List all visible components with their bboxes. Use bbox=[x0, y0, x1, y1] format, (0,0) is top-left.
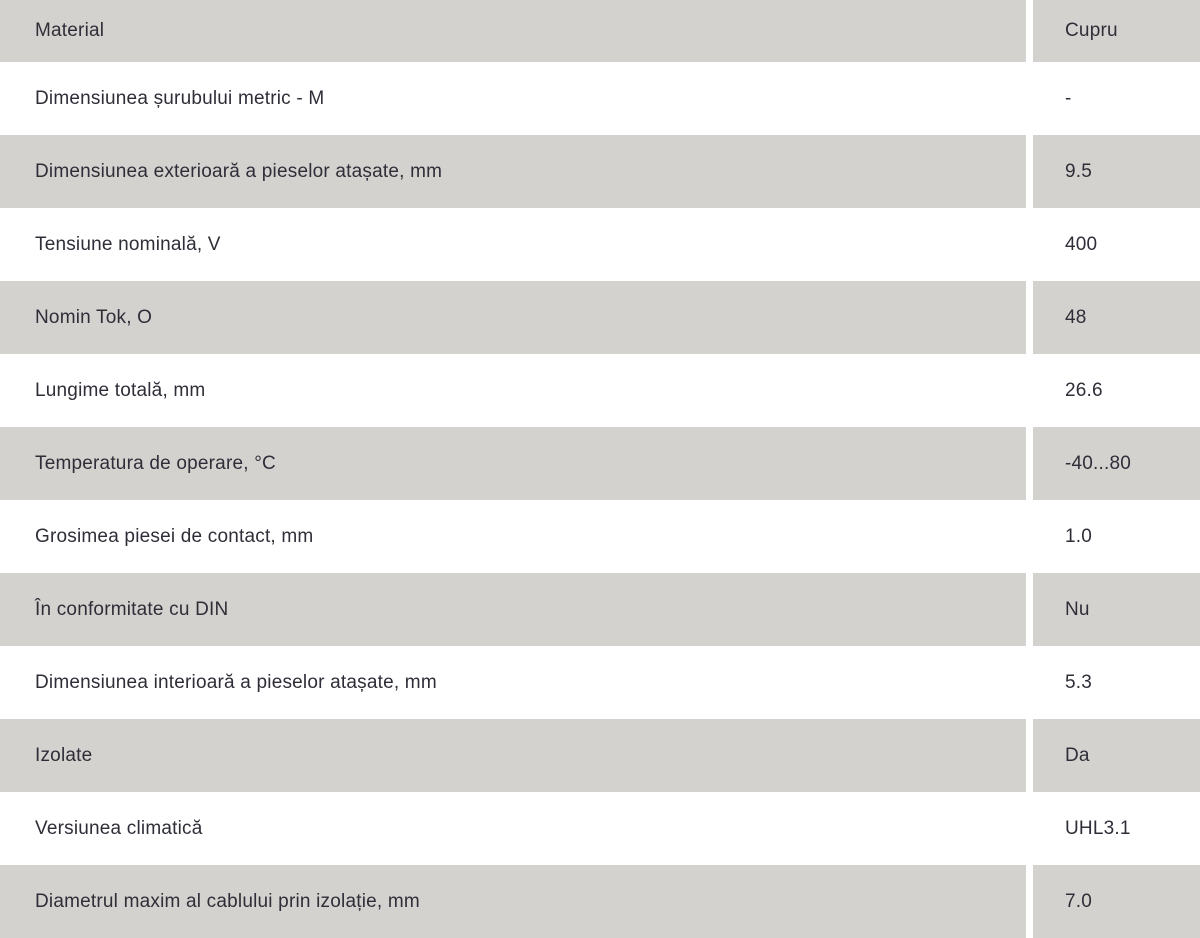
column-divider bbox=[1026, 281, 1033, 354]
column-divider bbox=[1026, 865, 1033, 938]
column-divider bbox=[1026, 208, 1033, 281]
spec-label: Lungime totală, mm bbox=[35, 379, 206, 401]
column-divider bbox=[1026, 646, 1033, 719]
spec-value: Da bbox=[1033, 719, 1200, 792]
spec-value: 1.0 bbox=[1065, 525, 1093, 547]
spec-label: Izolate bbox=[0, 719, 1026, 792]
spec-value: 5.3 bbox=[1065, 671, 1093, 693]
table-row bbox=[0, 135, 1200, 208]
column-divider bbox=[1026, 135, 1033, 208]
spec-value: 400 bbox=[1065, 233, 1098, 255]
spec-label: Tensiune nominală, V bbox=[35, 233, 221, 255]
column-divider bbox=[1026, 792, 1033, 865]
spec-label: Versiunea climatică bbox=[35, 817, 203, 839]
spec-value: - bbox=[1065, 87, 1072, 109]
spec-label: Grosimea piesei de contact, mm bbox=[35, 525, 314, 547]
spec-label: Temperatura de operare, °C bbox=[0, 427, 1026, 500]
spec-label: Dimensiunea interioară a pieselor atașate, mm bbox=[35, 671, 437, 693]
column-divider bbox=[1026, 573, 1033, 646]
spec-value: 26.6 bbox=[1065, 379, 1103, 401]
column-divider bbox=[1026, 62, 1033, 135]
table-row bbox=[0, 427, 1200, 500]
spec-value: 48 bbox=[1033, 281, 1200, 354]
table-row bbox=[0, 719, 1200, 792]
column-divider bbox=[1026, 719, 1033, 792]
column-divider bbox=[1026, 354, 1033, 427]
table-row bbox=[0, 281, 1200, 354]
table-row bbox=[0, 573, 1200, 646]
table-row bbox=[0, 208, 1200, 281]
table-row bbox=[0, 646, 1200, 719]
spec-label: Material bbox=[0, 0, 1026, 62]
spec-value: 9.5 bbox=[1033, 135, 1200, 208]
table-row bbox=[0, 354, 1200, 427]
spec-value: -40...80 bbox=[1033, 427, 1200, 500]
spec-label: Diametrul maxim al cablului prin izolație, mm bbox=[0, 865, 1026, 938]
spec-label: Dimensiunea șurubului metric - M bbox=[35, 87, 325, 109]
column-divider bbox=[1026, 500, 1033, 573]
spec-label: Nomin Tok, O bbox=[0, 281, 1026, 354]
spec-value: UHL3.1 bbox=[1065, 817, 1131, 839]
spec-value: Nu bbox=[1033, 573, 1200, 646]
table-row bbox=[0, 500, 1200, 573]
spec-value: 7.0 bbox=[1033, 865, 1200, 938]
table-row bbox=[0, 792, 1200, 865]
table-row bbox=[0, 865, 1200, 938]
spec-value: Cupru bbox=[1033, 0, 1200, 62]
table-row bbox=[0, 0, 1200, 62]
column-divider bbox=[1026, 0, 1033, 62]
table-row bbox=[0, 62, 1200, 135]
spec-label: În conformitate cu DIN bbox=[0, 573, 1026, 646]
spec-label: Dimensiunea exterioară a pieselor atașate, mm bbox=[0, 135, 1026, 208]
column-divider bbox=[1026, 427, 1033, 500]
